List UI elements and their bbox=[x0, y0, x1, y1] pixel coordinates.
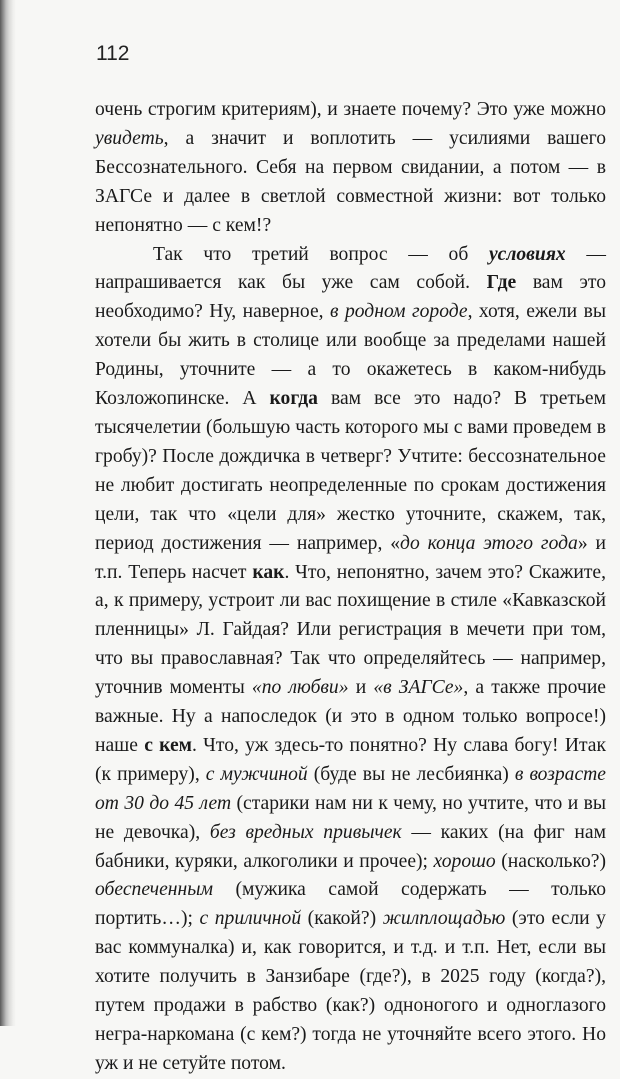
text-run: Так что третий вопрос — об bbox=[153, 243, 489, 265]
text-run: (насколько?) bbox=[495, 850, 606, 872]
text-run: очень строгим критериям), и знаете почему? Это уже можно bbox=[95, 99, 606, 120]
bold-text: с кем bbox=[144, 734, 193, 756]
bold-text: как bbox=[252, 561, 285, 583]
book-spine-shadow bbox=[0, 0, 16, 1026]
text-run: , хотя, ежели вы хотели бы жить в столице или вообще за пределами нашей Родины, уточните — а то окажетесь в каком-нибудь Козложопинске. А bbox=[95, 301, 606, 410]
italic-text: жилплощадью bbox=[382, 908, 506, 930]
text-run: , а также прочие важные. Ну а напоследок (и это в одном только вопросе!) наше bbox=[95, 677, 606, 756]
text-run: и bbox=[348, 677, 374, 699]
italic-text: с приличной bbox=[199, 908, 302, 930]
paragraph bbox=[95, 96, 606, 241]
body-text bbox=[95, 96, 606, 1079]
text-run: (буде вы не лесбиянка) bbox=[307, 763, 515, 785]
bold-text: когда bbox=[269, 388, 318, 410]
text-run: » и т.п. Теперь насчет bbox=[95, 532, 606, 583]
text-run: — каких (на фиг нам бабники, куряки, алкоголики и прочее); bbox=[95, 821, 607, 872]
text-run: вам это необходимо? Ну, наверное, bbox=[95, 272, 606, 323]
italic-text: увидеть bbox=[95, 127, 164, 149]
bold-italic-text: условиях bbox=[488, 243, 566, 265]
italic-text: обеспеченным bbox=[95, 879, 214, 901]
italic-text: без вредных привычек bbox=[209, 821, 402, 843]
italic-text: «в ЗАГСе» bbox=[373, 677, 464, 699]
bold-text: Где bbox=[486, 272, 517, 294]
text-run: . Что, уж здесь-то понятно? Ну слава богу! Итак (к примеру), bbox=[95, 734, 606, 785]
text-run: (это если у вас коммуналка) и, как говорится, и т.д. и т.п. Нет, если вы хотите получить в Занзибаре (где?), в 2025 году (когда?), путем продажи в рабство (как?) одноногого и одноглазого негра-наркомана (с кем?) тогда не уточняйте всего этого. Но уж и не сетуйте потом. bbox=[95, 908, 606, 1074]
text-run: (старики нам ни к чему, но учтите, что и вы не девочка), bbox=[95, 792, 607, 843]
text-run: (мужика самой содержать — только портить…); bbox=[95, 879, 606, 930]
text-run: вам все это надо? В третьем тысячелетии (большую часть которого мы с вами проведем в гробу)? После дождичка в четверг? Учтите: бессознательное не любит достигать неопределенные по срокам достижения цели, так что «цели для» жестко уточните, скажем, так, период достижения — например, « bbox=[95, 388, 606, 554]
italic-text: до конца этого года bbox=[400, 532, 578, 554]
italic-text: хорошо bbox=[433, 850, 496, 872]
italic-text: «по любви» bbox=[251, 677, 349, 699]
text-run: , а значит и воплотить — усилиями вашего Бессознательного. Себя на первом свидании, а потом — в ЗАГСе и далее в светлой совместной жизни: вот только непонятно — с кем!? bbox=[95, 127, 606, 236]
text-run: (какой?) bbox=[301, 908, 383, 930]
paragraph bbox=[95, 241, 606, 1079]
text-run: . Что, непонятно, зачем это? Скажите, а, к примеру, устроит ли вас похищение в стиле «Кавказской пленницы» Л. Гайдая? Или регистрация в мечети при том, что вы православная? Так что определяйтесь — например, уточнив моменты bbox=[95, 561, 606, 699]
italic-text: в родном городе bbox=[330, 301, 468, 323]
text-run: — напрашивается как бы уже сам собой. bbox=[95, 243, 606, 294]
page-number: 112 bbox=[96, 42, 130, 65]
italic-text: в возрасте от 30 до 45 лет bbox=[95, 763, 607, 814]
italic-text: с мужчиной bbox=[205, 763, 308, 785]
